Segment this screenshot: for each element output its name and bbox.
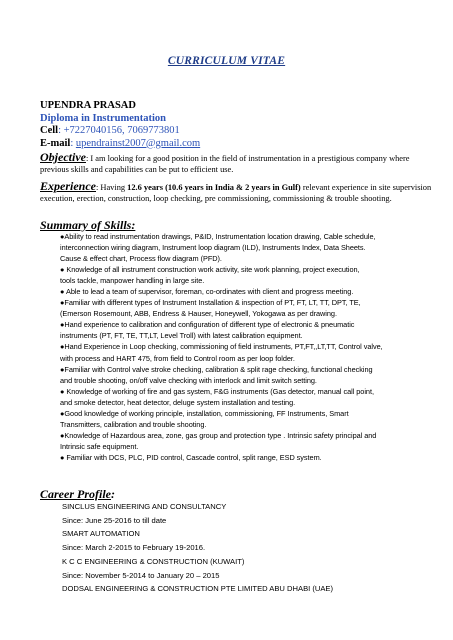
skills-line: ●Ability to read instrumentation drawings, P&ID, Instrumentation location drawing, Cable schedule, xyxy=(60,232,376,241)
career-heading-colon: : xyxy=(111,487,115,501)
skills-line: (Emerson Rosemount, ABB, Endress & Hauser, Honeywell, Yokogawa as per drawing. xyxy=(60,309,337,319)
objective-text: : I am looking for a good position in the field of instrumentation in a prestigious company where previous skills and capabilities can be put to efficient use. xyxy=(40,154,410,174)
skills-line: Transmitters, calibration and trouble shooting. xyxy=(60,419,207,429)
contact-block xyxy=(40,100,430,150)
experience-heading: Experience xyxy=(40,179,96,193)
skills-line: ● Able to lead a team of supervisor, foreman, co-ordinates with client and progress meeting. xyxy=(60,287,354,297)
cell-line xyxy=(40,125,430,138)
career-line: K C C ENGINEERING & CONSTRUCTION (KUWAIT) xyxy=(62,556,245,566)
experience-years: 12.6 years (10.6 years in India & 2 years in Gulf) xyxy=(127,183,301,192)
email-line xyxy=(40,138,430,151)
candidate-name: UPENDRA PRASAD xyxy=(40,100,136,111)
career-line: Since: November 5-2014 to January 20 – 2015 xyxy=(62,570,220,580)
skills-line: ●Knowledge of Hazardous area, zone, gas group and protection type . Intrinsic safety principal and xyxy=(60,430,377,440)
objective-heading: Objective xyxy=(40,150,86,164)
skills-line: with process and HART 475, from field to Control room as per loop folder. xyxy=(60,353,295,363)
skills-line: Cause & effect chart, Process flow diagram (PFD). xyxy=(60,254,222,264)
skills-heading: Summary of Skills: xyxy=(40,218,136,232)
career-line: SINCLUS ENGINEERING AND CONSULTANCY xyxy=(62,502,227,511)
career-line: Since: March 2-2015 to February 19-2016. xyxy=(62,543,206,553)
document-title: CURRICULUM VITAE xyxy=(167,55,286,67)
skills-line: ●Good knowledge of working principle, installation, commissioning, FF Instruments, Smart xyxy=(60,408,349,418)
skills-line: instruments (PT, FT, TE, TT,LT, Level Troll) with latest calibration equipment. xyxy=(60,331,303,341)
experience-section xyxy=(40,181,435,204)
cell-value: : +7227040156, 7069773801 xyxy=(58,125,180,136)
qualification: Diploma in Instrumentation xyxy=(40,112,167,124)
skills-line: ● Knowledge of all instrument construction work activity, site work planning, project execution, xyxy=(60,265,360,275)
skills-list xyxy=(60,231,438,463)
career-line: Since: June 25-2016 to till date xyxy=(62,515,167,525)
career-list xyxy=(62,500,432,596)
career-line: DODSAL ENGINEERING & CONSTRUCTION PTE LIMITED ABU DHABI (UAE) xyxy=(62,584,334,594)
career-heading: Career Profile xyxy=(40,487,111,501)
cell-label: Cell xyxy=(40,125,59,136)
experience-post: relevant experience in site supervision execution, erection, construction, loop checking, pre commissioning, commissioning & trouble shooting. xyxy=(40,183,432,203)
objective-section xyxy=(40,152,435,175)
experience-pre: : Having xyxy=(96,183,128,192)
skills-line: ●Familiar with different types of Instrument Installation & inspection of PT, FT, LT, TT, DPT, TE, xyxy=(60,298,361,308)
skills-line: Intrinsic safe equipment. xyxy=(60,441,139,451)
skills-line: and smoke detector, heat detector, deluge system installation and testing. xyxy=(60,397,296,407)
email-label: E-mail xyxy=(40,137,71,149)
skills-line: interconnection wiring diagram, Instrument loop diagram (ILD), Instruments Index, Data Sheets. xyxy=(60,243,366,253)
career-line: SMART AUTOMATION xyxy=(62,529,140,539)
skills-line: ●Hand Experience in Loop checking, commissioning of field instruments, PT,FT,,LT,TT, Control valve, xyxy=(60,342,383,352)
email-link[interactable]: upendrainst2007@gmail.com xyxy=(75,137,201,149)
skills-line: ● Knowledge of working of fire and gas system, F&G instruments (Gas detector, manual call point, xyxy=(60,386,374,396)
skills-line: tools tackle, manpower handling in large site. xyxy=(60,276,205,286)
email-separator: : xyxy=(70,137,76,149)
skills-line: ●Hand experience to calibration and configuration of different type of electronic & pneumatic xyxy=(60,320,355,330)
skills-line: ● Familiar with DCS, PLC, PID control, Cascade control, split range, ESD system. xyxy=(60,452,322,462)
skills-line: and trouble shooting, on/off valve checking with interlock and limit switch setting. xyxy=(60,375,317,385)
skills-line: ●Familiar with Control valve stroke checking, calibration & split rage checking, functional checking xyxy=(60,364,373,374)
